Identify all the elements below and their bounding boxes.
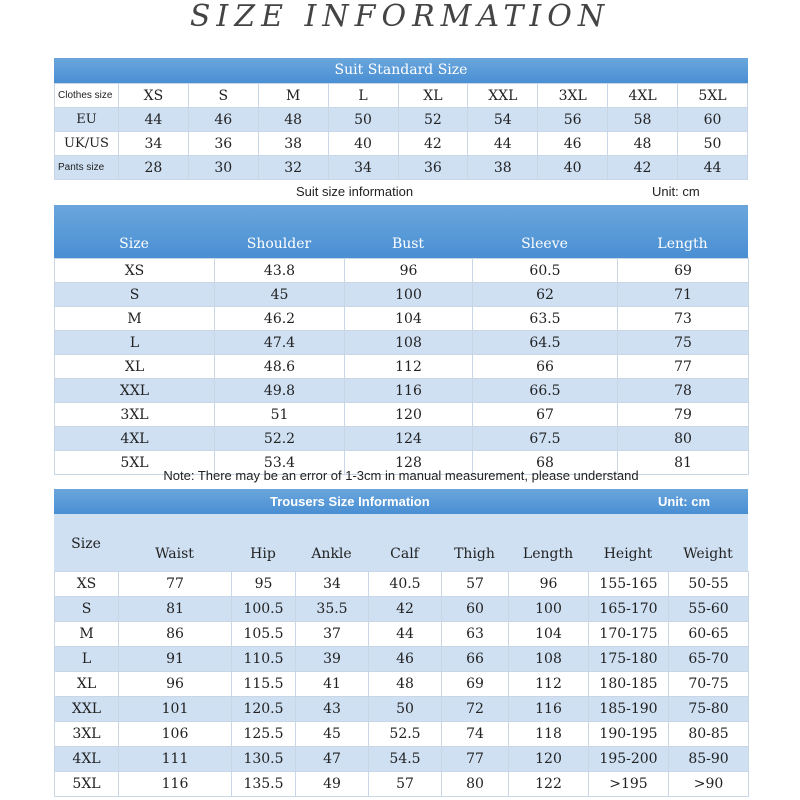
table-cell: 96 (119, 672, 232, 697)
size-cell: 42 (608, 156, 678, 180)
column-header: Sleeve (521, 236, 568, 252)
size-cell: 28 (119, 156, 189, 180)
table-cell: 50 (369, 697, 442, 722)
row-label: UK/US (55, 132, 119, 156)
table-cell: 48.6 (215, 355, 345, 379)
column-header: Height (603, 546, 653, 562)
size-cell: 34 (328, 156, 398, 180)
table-cell: 62 (473, 283, 618, 307)
size-cell: 44 (119, 108, 189, 132)
table-cell: 105.5 (232, 622, 296, 647)
table-cell: 3XL (55, 722, 119, 747)
size-cell: 46 (538, 132, 608, 156)
column-header: Calf (390, 546, 419, 562)
table-cell: 96 (509, 572, 589, 597)
size-cell: 42 (398, 132, 468, 156)
column-header: Length (522, 546, 574, 562)
column-header: Waist (155, 546, 194, 562)
table-cell: 39 (296, 647, 369, 672)
table-cell: 91 (119, 647, 232, 672)
table-row (55, 427, 749, 451)
table-cell: 112 (345, 355, 473, 379)
suit-size-table (54, 258, 749, 475)
size-cell: 52 (398, 108, 468, 132)
table-row (55, 622, 749, 647)
size-cell: 34 (119, 132, 189, 156)
table-cell: 81 (618, 451, 749, 475)
table-cell: 185-190 (589, 697, 669, 722)
table-cell: 5XL (55, 451, 215, 475)
size-cell: 38 (468, 156, 538, 180)
table-cell: 67 (473, 403, 618, 427)
table-cell: XL (55, 672, 119, 697)
table-cell: 43 (296, 697, 369, 722)
row-label: EU (55, 108, 119, 132)
column-header: Hip (250, 546, 276, 562)
size-cell: M (258, 84, 328, 108)
table-cell: 66 (442, 647, 509, 672)
table-cell: 63.5 (473, 307, 618, 331)
table-cell: 51 (215, 403, 345, 427)
table-cell: 67.5 (473, 427, 618, 451)
trousers-header-bar (54, 489, 748, 514)
table-cell: 180-185 (589, 672, 669, 697)
table-cell: 3XL (55, 403, 215, 427)
table-cell: 120 (509, 747, 589, 772)
table-cell: 118 (509, 722, 589, 747)
table-cell: 60-65 (669, 622, 749, 647)
table-cell: 104 (509, 622, 589, 647)
table-cell: 108 (345, 331, 473, 355)
table-row (55, 108, 748, 132)
table-cell: 86 (119, 622, 232, 647)
suit-info-caption (54, 181, 748, 203)
table-row (55, 672, 749, 697)
table-row (55, 597, 749, 622)
table-cell: 34 (296, 572, 369, 597)
table-row (55, 647, 749, 672)
table-cell: 104 (345, 307, 473, 331)
table-cell: 75 (618, 331, 749, 355)
table-cell: 79 (618, 403, 749, 427)
table-cell: 95 (232, 572, 296, 597)
table-cell: 45 (215, 283, 345, 307)
table-cell: 116 (345, 379, 473, 403)
table-cell: 120 (345, 403, 473, 427)
table-cell: S (55, 283, 215, 307)
table-cell: 74 (442, 722, 509, 747)
table-cell: 42 (369, 597, 442, 622)
column-header: Thigh (454, 546, 495, 562)
table-cell: M (55, 622, 119, 647)
size-cell: XS (119, 84, 189, 108)
table-cell: 4XL (55, 427, 215, 451)
table-cell: 108 (509, 647, 589, 672)
size-cell: 48 (608, 132, 678, 156)
table-row (55, 331, 749, 355)
table-row (55, 355, 749, 379)
trousers-size-table (54, 571, 749, 797)
table-row (55, 722, 749, 747)
table-cell: XXL (55, 697, 119, 722)
column-header: Ankle (311, 546, 352, 562)
suit-unit-label: Unit: cm (652, 184, 700, 199)
table-cell: 35.5 (296, 597, 369, 622)
size-cell: 3XL (538, 84, 608, 108)
size-cell: L (328, 84, 398, 108)
table-cell: 115.5 (232, 672, 296, 697)
table-cell: 72 (442, 697, 509, 722)
table-cell: 46.2 (215, 307, 345, 331)
table-cell: 125.5 (232, 722, 296, 747)
size-cell: XL (398, 84, 468, 108)
table-cell: 100 (509, 597, 589, 622)
table-cell: 48 (369, 672, 442, 697)
table-row (55, 283, 749, 307)
table-row (55, 697, 749, 722)
table-cell: 100.5 (232, 597, 296, 622)
table-cell: 60 (442, 597, 509, 622)
table-cell: XL (55, 355, 215, 379)
size-cell: 5XL (678, 84, 748, 108)
table-cell: >195 (589, 772, 669, 797)
table-cell: 175-180 (589, 647, 669, 672)
standard-size-header (54, 58, 748, 83)
table-cell: 80 (618, 427, 749, 451)
table-cell: L (55, 331, 215, 355)
table-cell: 73 (618, 307, 749, 331)
size-cell: 30 (188, 156, 258, 180)
table-cell: 77 (618, 355, 749, 379)
table-cell: 120.5 (232, 697, 296, 722)
size-cell: XXL (468, 84, 538, 108)
standard-size-table (54, 83, 748, 180)
table-cell: XS (55, 572, 119, 597)
table-cell: 130.5 (232, 747, 296, 772)
suit-info-title: Suit size information (296, 184, 414, 199)
measurement-note: Note: There may be an error of 1-3cm in manual measurement, please understand (163, 468, 639, 483)
size-cell: 4XL (608, 84, 678, 108)
table-row (55, 572, 749, 597)
table-cell: 78 (618, 379, 749, 403)
column-header: Size (119, 236, 149, 252)
table-cell: 49 (296, 772, 369, 797)
size-cell: 44 (468, 132, 538, 156)
table-cell: 80-85 (669, 722, 749, 747)
table-cell: 63 (442, 622, 509, 647)
table-cell: 43.8 (215, 259, 345, 283)
size-cell: 58 (608, 108, 678, 132)
table-cell: 66.5 (473, 379, 618, 403)
table-cell: 190-195 (589, 722, 669, 747)
table-cell: XXL (55, 379, 215, 403)
size-cell: 60 (678, 108, 748, 132)
table-cell: 5XL (55, 772, 119, 797)
table-cell: 128 (345, 451, 473, 475)
table-cell: 81 (119, 597, 232, 622)
table-cell: 37 (296, 622, 369, 647)
table-cell: 69 (442, 672, 509, 697)
table-cell: 60.5 (473, 259, 618, 283)
table-cell: 122 (509, 772, 589, 797)
table-cell: 71 (618, 283, 749, 307)
suit-table-header (54, 205, 748, 258)
table-row (55, 379, 749, 403)
row-label: Pants size (55, 156, 119, 180)
table-cell: 45 (296, 722, 369, 747)
size-cell: 54 (468, 108, 538, 132)
table-cell: 52.2 (215, 427, 345, 451)
table-cell: 66 (473, 355, 618, 379)
table-cell: 110.5 (232, 647, 296, 672)
table-cell: 41 (296, 672, 369, 697)
table-row (55, 156, 748, 180)
table-cell: 195-200 (589, 747, 669, 772)
table-cell: L (55, 647, 119, 672)
table-cell: 155-165 (589, 572, 669, 597)
table-cell: 116 (119, 772, 232, 797)
table-cell: 170-175 (589, 622, 669, 647)
size-cell: 50 (328, 108, 398, 132)
table-cell: 101 (119, 697, 232, 722)
table-cell: 64.5 (473, 331, 618, 355)
row-label: Clothes size (55, 84, 119, 108)
table-cell: 100 (345, 283, 473, 307)
table-cell: 54.5 (369, 747, 442, 772)
table-cell: 68 (473, 451, 618, 475)
table-cell: >90 (669, 772, 749, 797)
table-row (55, 772, 749, 797)
column-header: Bust (391, 236, 425, 252)
table-cell: 106 (119, 722, 232, 747)
trousers-title: Trousers Size Information (270, 494, 430, 509)
column-header: Size (71, 536, 101, 552)
table-cell: 69 (618, 259, 749, 283)
size-cell: 56 (538, 108, 608, 132)
size-cell: 44 (678, 156, 748, 180)
table-cell: 55-60 (669, 597, 749, 622)
table-cell: 80 (442, 772, 509, 797)
table-cell: 111 (119, 747, 232, 772)
table-cell: 47.4 (215, 331, 345, 355)
size-cell: S (188, 84, 258, 108)
table-cell: 77 (119, 572, 232, 597)
table-row (55, 747, 749, 772)
size-cell: 38 (258, 132, 328, 156)
trousers-unit-label: Unit: cm (658, 494, 710, 509)
column-header: Length (657, 236, 708, 252)
standard-size-title: Suit Standard Size (334, 62, 468, 78)
table-row (55, 84, 748, 108)
column-header: Shoulder (246, 236, 312, 252)
table-row (55, 403, 749, 427)
size-cell: 40 (328, 132, 398, 156)
table-cell: 47 (296, 747, 369, 772)
table-cell: 53.4 (215, 451, 345, 475)
table-cell: 49.8 (215, 379, 345, 403)
size-cell: 46 (188, 108, 258, 132)
size-cell: 36 (398, 156, 468, 180)
table-cell: 57 (442, 572, 509, 597)
table-cell: M (55, 307, 215, 331)
column-header: Weight (683, 546, 733, 562)
table-cell: 112 (509, 672, 589, 697)
table-row (55, 132, 748, 156)
table-cell: 75-80 (669, 697, 749, 722)
table-cell: 4XL (55, 747, 119, 772)
table-cell: 85-90 (669, 747, 749, 772)
table-cell: 44 (369, 622, 442, 647)
table-cell: 135.5 (232, 772, 296, 797)
size-cell: 50 (678, 132, 748, 156)
table-cell: 96 (345, 259, 473, 283)
table-cell: 124 (345, 427, 473, 451)
size-cell: 48 (258, 108, 328, 132)
size-cell: 40 (538, 156, 608, 180)
size-cell: 32 (258, 156, 328, 180)
table-cell: XS (55, 259, 215, 283)
table-cell: 46 (369, 647, 442, 672)
table-cell: 50-55 (669, 572, 749, 597)
table-cell: 65-70 (669, 647, 749, 672)
trousers-column-headers (54, 514, 748, 571)
table-row (55, 307, 749, 331)
size-cell: 36 (188, 132, 258, 156)
table-cell: 116 (509, 697, 589, 722)
page-title: SIZE INFORMATION (189, 0, 611, 34)
table-cell: S (55, 597, 119, 622)
table-cell: 57 (369, 772, 442, 797)
table-cell: 70-75 (669, 672, 749, 697)
table-cell: 77 (442, 747, 509, 772)
table-row (55, 259, 749, 283)
table-cell: 52.5 (369, 722, 442, 747)
table-cell: 40.5 (369, 572, 442, 597)
table-cell: 165-170 (589, 597, 669, 622)
